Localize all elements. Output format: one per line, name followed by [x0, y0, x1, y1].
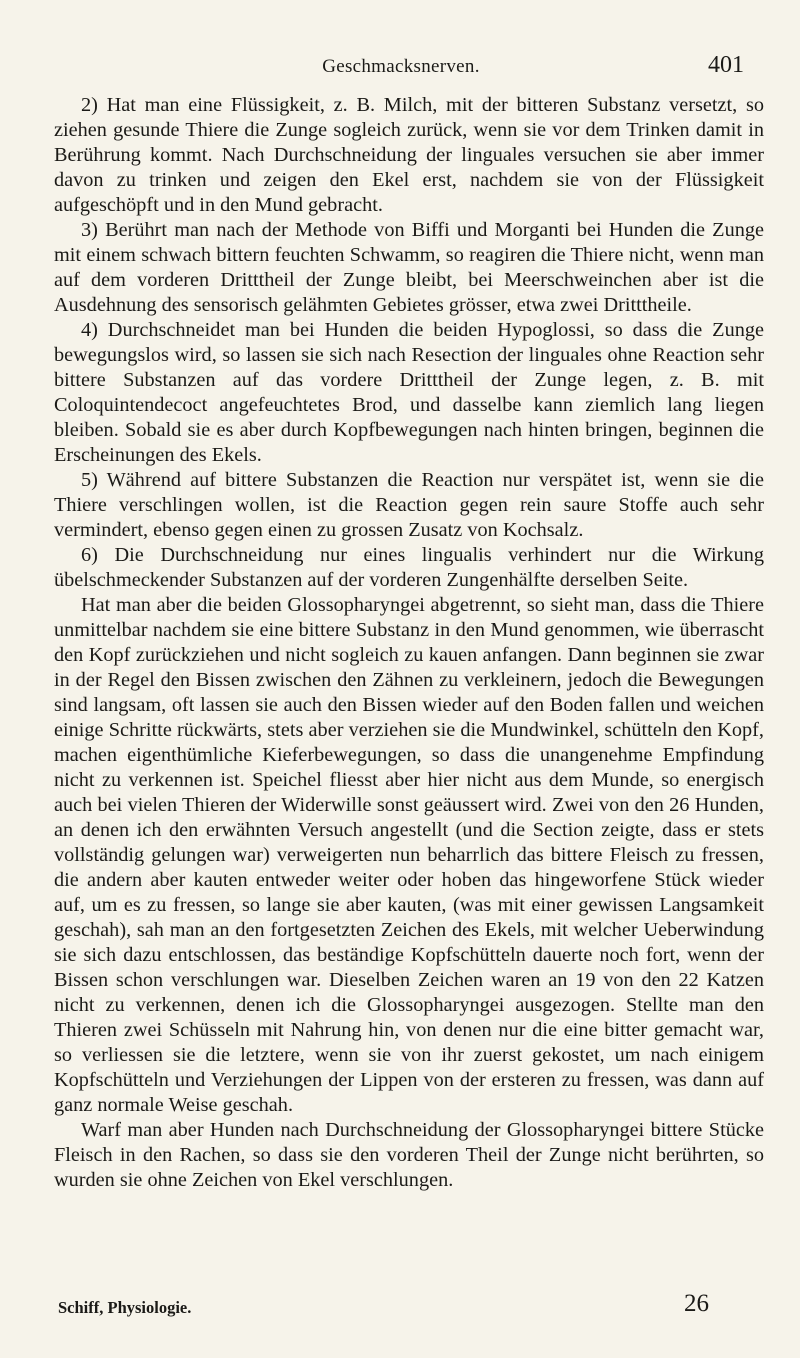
paragraph-4: 4) Durchschneidet man bei Hunden die beiden Hypoglossi, so dass die Zunge bewegungslos wird, so lassen sie sich nach Resection der linguales ohne Reaction sehr bittere Substanzen auf das vordere Dritttheil der Zunge legen, z. B. mit Coloquintendecoct angefeuchtetes Brod, und dasselbe kann ziemlich lang liegen bleiben. Sobald sie es aber durch Kopfbewegungen nach hinten bringen, beginnen die Erscheinungen des Ekels. [54, 319, 764, 466]
running-head: Geschmacksnerven. [322, 56, 480, 77]
paragraph-glossopharyngei: Hat man aber die beiden Glossopharyngei abgetrennt, so sieht man, dass die Thiere unmittelbar nachdem sie eine bittere Substanz in den Mund genommen, wie überrascht den Kopf zurückziehen und nicht sogleich zu kauen anfangen. Dann beginnen sie zwar in der Regel den Bissen zwischen den Zähnen zu verkleinern, jedoch die Bewegungen sind langsam, oft lassen sie auch den Bissen wieder auf den Boden fallen und weichen einige Schritte rückwärts, stets aber verziehen sie die Mundwinkel, schütteln den Kopf, machen eigenthümliche Kieferbewegungen, so dass die unangenehme Empfindung nicht zu verkennen ist. Speichel fliesst aber hier nicht aus dem Munde, so energisch auch bei vielen Thieren der Widerwille sonst geäussert wird. Zwei von den 26 Hunden, an denen ich den erwähnten Versuch angestellt (und die Section zeigte, dass er stets vollständig gelungen war) verweigerten nun beharrlich das bittere Fleisch zu fressen, die andern aber kauten entweder weiter oder hoben das hingeworfene Stück wieder auf, um es zu fressen, so lange sie aber kauten, (was mit einer gewissen Langsamkeit geschah), sah man an den fortgesetzten Zeichen des Ekels, mit welcher Ueberwindung sie sich dazu entschlossen, das beständige Kopfschütteln dauerte noch fort, wenn der Bissen schon verschlungen war. Dieselben Zeichen waren an 19 von den 22 Katzen nicht zu verkennen, denen ich die Glossopharyngei ausgezogen. Stellte man den Thieren zwei Schüsseln mit Nahrung hin, von denen nur die eine bitter gemacht war, so verliessen sie die letztere, wenn sie von ihr zuerst gekostet, um nach einigem Kopfschütteln und Verziehungen der Lippen von der ersteren zu fressen, was dann auf ganz normale Weise geschah. [54, 594, 764, 1116]
body-text [54, 93, 764, 1193]
paragraph-2: 2) Hat man eine Flüssigkeit, z. B. Milch, mit der bitteren Substanz versetzt, so ziehen gesunde Thiere die Zunge sogleich zurück, wenn sie vor dem Trinken damit in Berührung kommt. Nach Durchschneidung der linguales versuchen sie aber immer davon zu trinken und zeigen den Ekel erst, nachdem sie von der Flüssigkeit aufgeschöpft und in den Mund gebracht. [54, 94, 764, 216]
paragraph-5: 5) Während auf bittere Substanzen die Reaction nur verspätet ist, wenn sie die Thiere verschlingen wollen, ist die Reaction gegen rein saure Stoffe auch sehr vermindert, ebenso gegen einen zu grossen Zusatz von Kochsalz. [54, 469, 764, 541]
signature-line: Schiff, Physiologie. [58, 1298, 192, 1317]
page-footer [58, 1290, 760, 1326]
page-header [28, 0, 774, 82]
paragraph-closing: Warf man aber Hunden nach Durchschneidung der Glossopharyngei bittere Stücke Fleisch in den Rachen, so dass sie den vorderen Theil der Zunge nicht berührten, so wurden sie ohne Zeichen von Ekel verschlungen. [54, 1119, 764, 1191]
paragraph-6: 6) Die Durchschneidung nur eines lingualis verhindert nur die Wirkung übelschmeckender Substanzen auf der vorderen Zungenhälfte derselben Seite. [54, 544, 764, 591]
sheet-number: 26 [684, 1290, 709, 1317]
paragraph-3: 3) Berührt man nach der Methode von Biffi und Morganti bei Hunden die Zunge mit einem schwach bittern feuchten Schwamm, so reagiren die Thiere nicht, wenn man auf dem vorderen Dritttheil der Zunge bleibt, bei Meerschweinchen aber ist die Ausdehnung des sensorisch gelähmten Gebietes grösser, etwa zwei Dritttheile. [54, 219, 764, 316]
page-number: 401 [708, 52, 744, 78]
